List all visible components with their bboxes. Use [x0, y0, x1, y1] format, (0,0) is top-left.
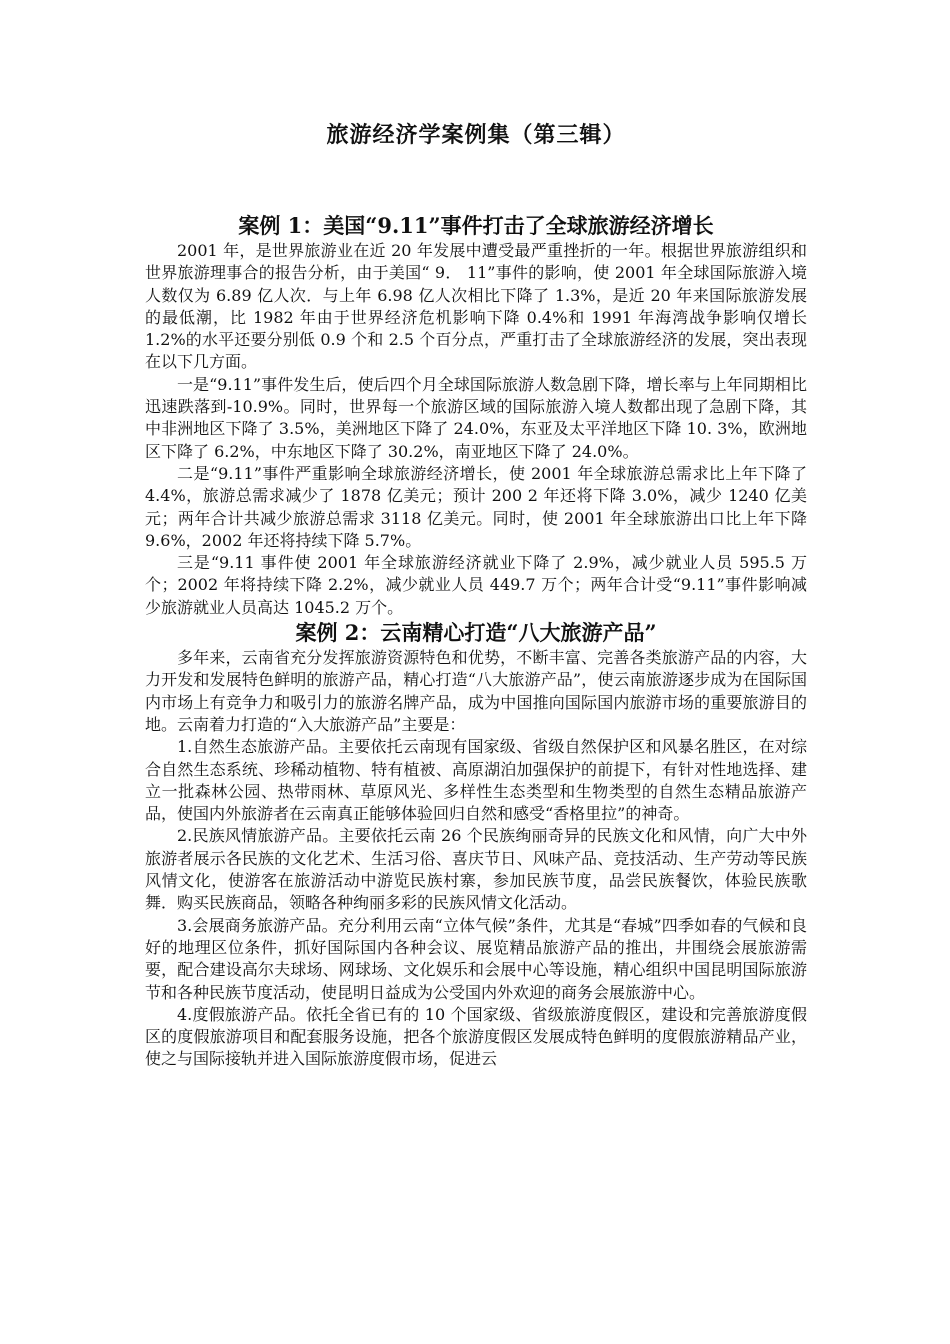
case-1-paragraph-3: 二是“9.11”事件严重影响全球旅游经济增长，使 2001 年全球旅游总需求比上年下降了 4.4%，旅游总需求减少了 1878 亿美元；预计 200 2 年还将下降 3.0%，减少 1240 亿美元；两年合计共减少旅游总需求 3118 亿美元。同时，使 2001 年全球旅游出口比上年下降 9.6%，2002 年还将持续下降 5.7%。 — [145, 463, 807, 550]
case-1-paragraph-2: 一是“9.11”事件发生后，使后四个月全球国际旅游人数急剧下降，增长率与上年同期相比迅速跌落到-10.9%。同时，世界每一个旅游区域的国际旅游入境人数都出现了急剧下降，其中非洲地区下降了 3.5%，美洲地区下降了 24.0%，东亚及太平洋地区下降 10. 3%，欧洲地区下降了 6.2%，中东地区下降了 30.2%，南亚地区下降了 24.0%。 — [145, 374, 807, 461]
case-1-paragraph-4: 三是“9.11 事件使 2001 年全球旅游经济就业下降了 2.9%，减少就业人员 595.5 万个；2002 年将持续下降 2.2%，减少就业人员 449.7 万个；两年合计受“9.11”事件影响减少旅游就业人员高达 1045.2 万个。 — [145, 553, 807, 617]
case-2-paragraph-1: 多年来，云南省充分发挥旅游资源特色和优势，不断丰富、完善各类旅游产品的内容，大力开发和发展特色鲜明的旅游产品，精心打造“八大旅游产品”，使云南旅游逐步成为在国际国内市场上有竞争力和吸引力的旅游名牌产品，成为中国推向国际国内旅游市场的重要旅游目的地。云南着力打造的“入大旅游产品”主要是： — [145, 648, 807, 734]
case-2-paragraph-2: 1.自然生态旅游产品。主要依托云南现有国家级、省级自然保护区和风暴名胜区，在对综合自然生态系统、珍稀动植物、特有植被、高原湖泊加强保护的前提下，有针对性地选择、建立一批森林公园、热带雨林、草原风光、多样性生态类型和生物类型的自然生态精品旅游产品，使国内外旅游者在云南真正能够体验回归自然和感受“香格里拉”的神奇。 — [145, 737, 807, 824]
case-1-paragraph-1: 2001 年，是世界旅游业在近 20 年发展中遭受最严重挫折的一年。根据世界旅游组织和世界旅游理事合的报告分析，由于美国“ 9． 11”事件的影响，使 2001 年全球国际旅游入境人数仅为 6.89 亿人次．与上年 6.98 亿人次相比下降了 1.3%，是近 20 年来国际旅游发展的最低潮，比 1982 年由于世界经济危机影响下降 0.4%和 1991 年海湾战争影响仅增长 1.2%的水平还要分别低 0.9 个和 2.5 个百分点，严重打击了全球旅游经济的发展，突出表现在以下几方面。 — [145, 241, 807, 372]
case-2-paragraph-5: 4.度假旅游产品。依托全省已有的 10 个国家级、省级旅游度假区，建设和完善旅游度假区的度假旅游项目和配套服务设施，把各个旅游度假区发展成特色鲜明的度假旅游精品产业，使之与国际接轨并进入国际旅游度假市场，促进云 — [145, 1004, 807, 1069]
case-1-section — [145, 212, 807, 619]
case-2-section — [145, 619, 807, 1071]
document-page — [145, 120, 807, 1071]
case-2-paragraph-4: 3.会展商务旅游产品。充分利用云南“立体气候”条件，尤其是“春城”四季如春的气候和良好的地理区位条件，抓好国际国内各种会议、展览精品旅游产品的推出，井围绕会展旅游需要，配合建设高尔夫球场、网球场、文化娱乐和会展中心等设施，精心组织中国昆明国际旅游节和各种民族节度活动，使昆明日益成为公受国内外欢迎的商务会展旅游中心。 — [145, 915, 807, 1002]
case-1-title: 案例 1：美国“9.11”事件打击了全球旅游经济增长 — [238, 213, 714, 238]
case-2-paragraph-3: 2.民族风情旅游产品。主要依托云南 26 个民族绚丽奇异的民族文化和风情，向广大中外旅游者展示各民族的文化艺术、生活习俗、喜庆节日、风味产品、竞技活动、生产劳动等民族风情文化，使游客在旅游活动中游览民族村寨，参加民族节度，品尝民族餐饮，体验民族歌舞．购买民族商品，领略各种绚丽多彩的民族风情文化活动。 — [145, 826, 807, 913]
case-2-title: 案例 2：云南精心打造“八大旅游产品” — [295, 620, 657, 646]
document-title: 旅游经济学案例集（第三辑） — [326, 122, 626, 148]
